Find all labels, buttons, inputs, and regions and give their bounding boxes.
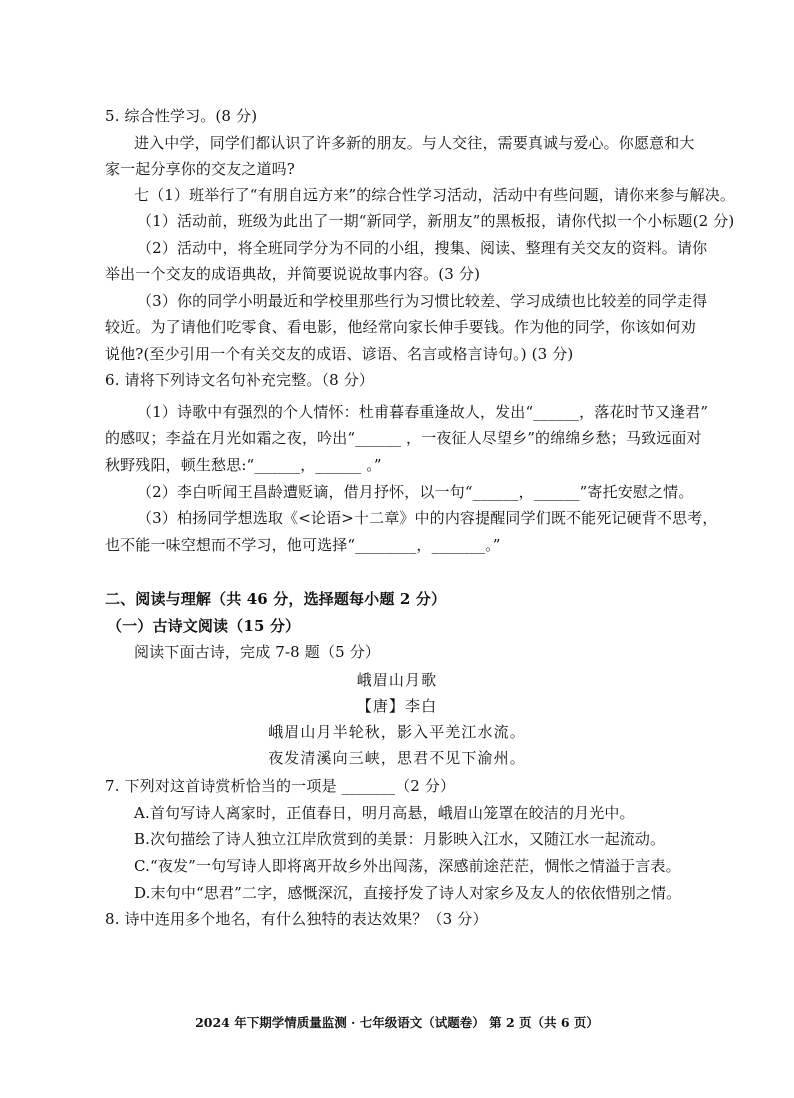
question-5-item-2-line1: （2）活动中，将全班同学分为不同的小组，搜集、阅读、整理有关交友的资料。请你 xyxy=(137,239,708,257)
question-7-option-c: C.“夜发”一句写诗人即将离开故乡外出闯荡，深感前途茫茫，惆怅之情溢于言表。 xyxy=(134,857,681,875)
question-5-item-3-line2: 较近。为了请他们吃零食、看电影，他经常向家长伸手要钱。作为他的同学，你该如何劝 xyxy=(105,318,696,336)
question-5-class-activity: 七（1）班举行了“有朋自远方来”的综合性学习活动，活动中有些问题，请你来参与解决。 xyxy=(134,186,736,204)
poem-author: 【唐】李白 xyxy=(356,697,438,715)
question-7-option-a: A.首句写诗人离家时，正值春日，明月高悬，峨眉山笼罩在皎洁的月光中。 xyxy=(134,804,635,822)
reading-instruction: 阅读下面古诗，完成 7-8 题（5 分） xyxy=(134,643,381,661)
question-5-intro-line2: 家一起分享你的交友之道吗? xyxy=(105,160,295,178)
question-5-item-1: （1）活动前，班级为此出了一期“新同学，新朋友”的黑板报，请你代拟一个小标题(2 分) xyxy=(137,212,735,230)
page-footer: 2024 年下期学情质量监测 · 七年级语文（试题卷） 第 2 页（共 6 页） xyxy=(195,1015,599,1030)
question-5-item-3-line1: （3）你的同学小明最近和学校里那些行为习惯比较差、学习成绩也比较差的同学走得 xyxy=(137,292,708,310)
question-5-item-3-line3: 说他?(至少引用一个有关交友的成语、谚语、名言或格言诗句。) (3 分) xyxy=(105,345,574,363)
section-2-heading: 二、阅读与理解（共 46 分，选择题每小题 2 分） xyxy=(105,590,447,608)
question-5-intro-line1: 进入中学，同学们都认识了许多新的朋友。与人交往，需要真诚与爱心。你愿意和大 xyxy=(134,134,695,152)
question-6-heading: 6. 请将下列诗文名句补充完整。（8 分） xyxy=(105,371,375,389)
question-5-item-2-line2: 举出一个交友的成语典故，并简要说说故事内容。(3 分) xyxy=(105,265,481,283)
question-5-heading: 5. 综合性学习。(8 分) xyxy=(105,107,258,125)
question-7-stem: 7. 下列对这首诗赏析恰当的一项是 _______（2 分） xyxy=(105,777,456,795)
poem-line-2: 夜发清溪向三峡，思君不见下渝州。 xyxy=(268,749,526,767)
question-6-item-1-line3: 秋野残阳，顿生愁思:“______，______ 。” xyxy=(105,456,382,474)
question-6-item-3-line1: （3）柏扬同学想选取《<论语>十二章》中的内容提醒同学们既不能死记硬背不思考， xyxy=(137,509,718,527)
question-7-option-d: D.末句中“思君”二字，感慨深沉，直接抒发了诗人对家乡及友人的依依惜别之情。 xyxy=(134,884,682,902)
question-6-item-1-line1: （1）诗歌中有强烈的个人情怀：杜甫暮春重逢故人，发出“______，落花时节又逢君” xyxy=(137,403,709,421)
question-6-item-3-line2: 也不能一味空想而不学习，他可选择“________，_______。” xyxy=(105,536,501,554)
question-6-item-1-line2: 的感叹；李益在月光如霜之夜，吟出“______ ，一夜征人尽望乡”的绵绵乡愁；马致远面对 xyxy=(105,429,702,447)
question-8-stem: 8. 诗中连用多个地名，有什么独特的表达效果？（3 分） xyxy=(105,910,488,928)
question-6-item-2: （2）李白听闻王昌龄遭贬谪，借月抒怀，以一句“______，______”寄托安慰之情。 xyxy=(137,483,694,501)
question-7-option-b: B.次句描绘了诗人独立江岸欣赏到的美景：月影映入江水，又随江水一起流动。 xyxy=(134,830,666,848)
poem-title: 峨眉山月歌 xyxy=(356,671,438,689)
poem-line-1: 峨眉山月半轮秋，影入平羌江水流。 xyxy=(268,723,526,741)
section-2-subheading: （一）古诗文阅读（15 分） xyxy=(107,617,301,635)
